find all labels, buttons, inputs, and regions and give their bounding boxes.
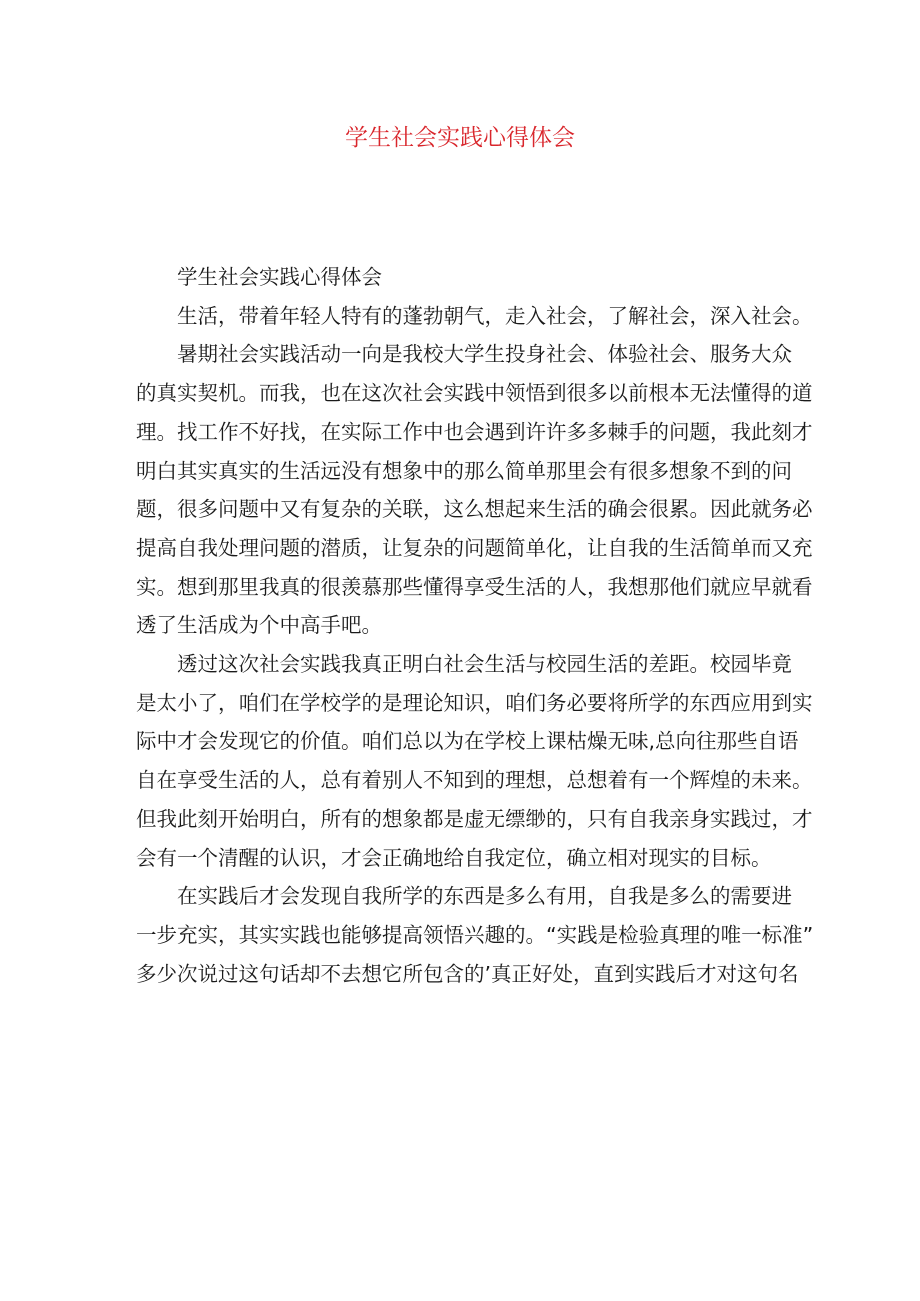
paragraph-line: 学生社会实践心得体会 xyxy=(177,265,382,289)
body-paragraph xyxy=(136,645,813,877)
body-subtitle xyxy=(136,258,796,297)
paragraph-line: 在实践后才会发现自我所学的东西是多么有用，自我是多么的需要进 xyxy=(177,884,792,909)
paragraph-line: 提高自我处理问题的潜质，让复杂的问题简单化，让自我的生活简单而又充 xyxy=(136,535,813,560)
body-paragraph xyxy=(136,335,813,645)
paragraph-line: 暑期社会实践活动一向是我校大学生投身社会、体验社会、服务大众 xyxy=(177,342,792,367)
paragraph-line: 际中才会发现它的价值。咱们总以为在学校上课枯燥无味,总向往那些自语 xyxy=(136,729,799,754)
body-paragraph xyxy=(136,877,814,993)
paragraph-line: 明白其实真实的生活远没有想象中的那么简单那里会有很多想象不到的问 xyxy=(136,458,792,483)
paragraph-line: 题，很多问题中又有复杂的关联，这么想起来生活的确会很累。因此就务必 xyxy=(136,497,813,522)
paragraph-line: 实。想到那里我真的很羡慕那些懂得享受生活的人，我想那他们就应早就看 xyxy=(136,574,813,599)
paragraph-line: 自在享受生活的人，总有着别人不知到的理想，总想着有一个辉煌的未来。 xyxy=(136,768,813,793)
paragraph-line: 透过这次社会实践我真正明白社会生活与校园生活的差距。校园毕竟 xyxy=(177,652,792,677)
document-body xyxy=(136,258,814,993)
paragraph-line: 是太小了，咱们在学校学的是理论知识，咱们务必要将所学的东西应用到实 xyxy=(136,690,813,715)
paragraph-line: 理。找工作不好找，在实际工作中也会遇到许许多多棘手的问题，我此刻才 xyxy=(136,419,813,444)
paragraph-line: 生活，带着年轻人特有的蓬勃朝气，走入社会，了解社会，深入社会。 xyxy=(177,303,813,328)
body-paragraph xyxy=(136,297,813,336)
document-title: 学生社会实践心得体会 xyxy=(345,125,575,151)
paragraph-line: 一步充实，其实实践也能够提高领悟兴趣的。“实践是检验真理的唯一标准” xyxy=(136,922,814,947)
paragraph-line: 的真实契机。而我，也在这次社会实践中领悟到很多以前根本无法懂得的道 xyxy=(136,381,813,406)
paragraph-line: 但我此刻开始明白，所有的想象都是虚无缥缈的，只有自我亲身实践过，才 xyxy=(136,806,813,831)
paragraph-line: 多少次说过这句话却不去想它所包含的’真正好处，直到实践后才对这句名 xyxy=(136,961,799,986)
paragraph-line: 会有一个清醒的认识，才会正确地给自我定位，确立相对现实的目标。 xyxy=(136,845,772,870)
paragraph-line: 透了生活成为个中高手吧。 xyxy=(136,613,382,638)
